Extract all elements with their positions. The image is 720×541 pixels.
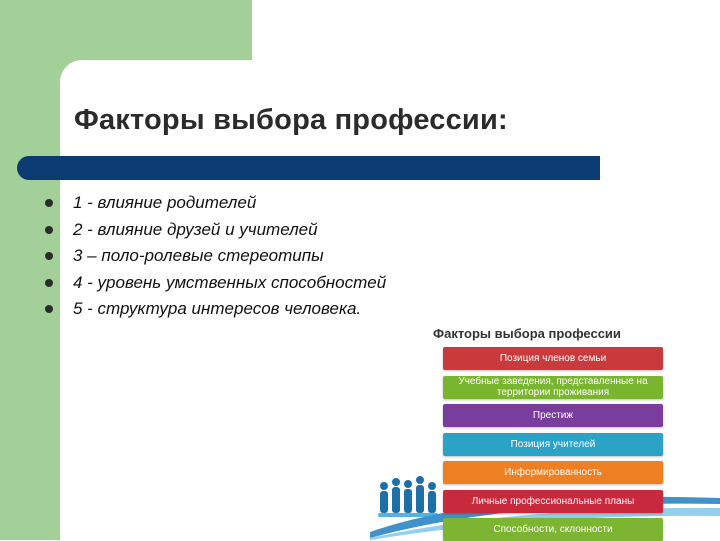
list-item: 1 - влияние родителей	[45, 190, 386, 217]
factor-bar: Учебные заведения, представленные на территории проживания	[443, 376, 663, 399]
bullet-dot-icon	[45, 279, 53, 287]
bullet-dot-icon	[45, 199, 53, 207]
list-item: 4 - уровень умственных способностей	[45, 270, 386, 297]
factor-bar: Личные профессиональные планы	[443, 490, 663, 513]
bullet-dot-icon	[45, 226, 53, 234]
factor-bar: Способности, склонности	[443, 518, 663, 541]
diagram-title: Факторы выбора профессии	[433, 326, 621, 341]
factor-bar: Информированность	[443, 461, 663, 484]
factor-list	[45, 190, 386, 323]
list-item: 3 – поло-ролевые стереотипы	[45, 243, 386, 270]
bullet-dot-icon	[45, 305, 53, 313]
factor-bar: Престиж	[443, 404, 663, 427]
bullet-dot-icon	[45, 252, 53, 260]
factor-bar: Позиция учителей	[443, 433, 663, 456]
slide-title: Факторы выбора профессии:	[74, 104, 508, 136]
people-silhouettes-icon	[370, 470, 445, 540]
list-item: 5 - структура интересов человека.	[45, 296, 386, 323]
title-underline-bar	[17, 156, 600, 180]
factors-diagram	[370, 320, 720, 540]
factor-bar: Позиция членов семьи	[443, 347, 663, 370]
list-item: 2 - влияние друзей и учителей	[45, 217, 386, 244]
